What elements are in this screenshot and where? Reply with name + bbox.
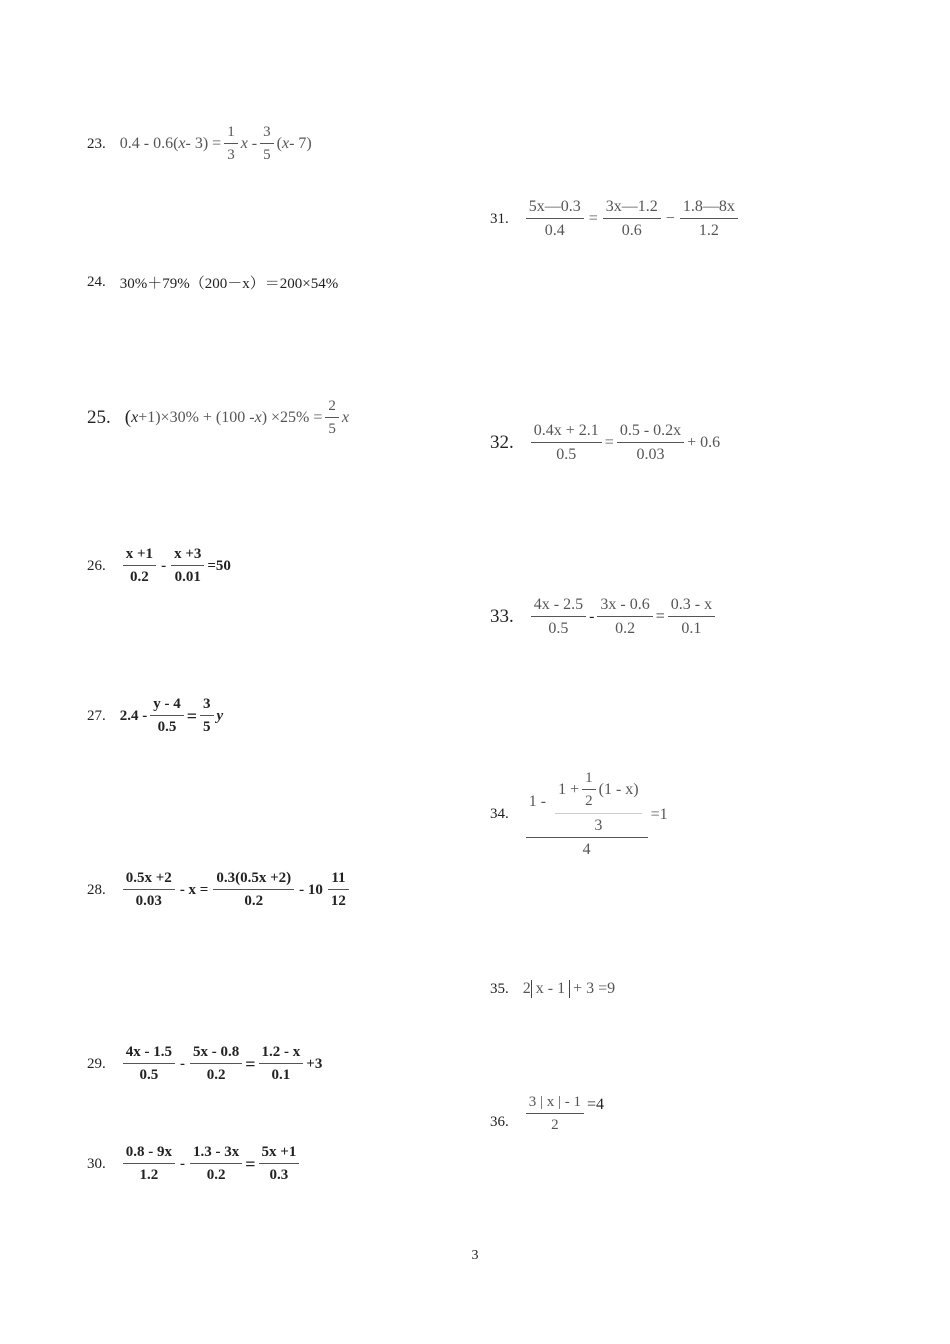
operator: - <box>589 608 595 626</box>
denominator: 4 <box>582 840 591 858</box>
numerator: 0.5 - 0.2x <box>617 422 684 443</box>
denominator: 5 <box>203 719 211 736</box>
denominator: 3 <box>227 147 235 164</box>
numerator: 0.5x +2 <box>123 870 175 890</box>
denominator: 0.03 <box>135 893 162 910</box>
problem-number: 27. <box>87 707 106 724</box>
denominator: 1.2 <box>698 222 719 240</box>
fraction <box>224 124 238 165</box>
problem-30 <box>87 1144 302 1185</box>
denominator: 0.5 <box>139 1067 159 1084</box>
equation-part: =4 <box>587 1096 605 1113</box>
numerator: 0.3 - x <box>668 596 715 617</box>
numerator: x +1 <box>123 546 156 566</box>
denominator: 0.3 <box>269 1167 289 1184</box>
numerator: 0.4x + 2.1 <box>531 422 602 443</box>
problem-number: 23. <box>87 135 106 152</box>
equation-part: =1 <box>650 805 668 823</box>
denominator: 0.2 <box>244 893 264 910</box>
fraction <box>150 696 184 737</box>
operator: = <box>588 210 598 228</box>
equation-part: x - <box>240 135 258 153</box>
equation-part: 0.4 - 0.6( <box>119 135 179 153</box>
denominator: 12 <box>330 893 346 910</box>
numerator: 1.3 - 3x <box>190 1144 242 1164</box>
problem-number: 33. <box>490 606 514 628</box>
page-number: 3 <box>471 1248 479 1263</box>
absolute-value: x - 1 <box>531 980 570 998</box>
numerator: y - 4 <box>150 696 184 716</box>
problem-33 <box>490 596 718 639</box>
numerator <box>526 770 648 838</box>
numerator: 0.3(0.5x +2) <box>213 870 294 890</box>
numerator: 1.2 - x <box>259 1044 304 1064</box>
inner-denominator: 3 <box>594 816 603 834</box>
fraction <box>123 870 175 911</box>
problem-26 <box>87 546 231 587</box>
problem-28 <box>87 870 352 911</box>
equation-part: (1 - x) <box>598 781 639 799</box>
equation-part: 2.4 - <box>119 707 148 724</box>
fraction <box>531 422 602 465</box>
numerator: 3 <box>260 124 274 144</box>
operator: = <box>245 1053 256 1074</box>
denominator: 0.2 <box>615 620 636 638</box>
fraction <box>200 696 214 737</box>
equation-part: ( <box>276 135 282 153</box>
equation-part: ) ×25% = <box>261 409 323 427</box>
denominator: 0.1 <box>681 620 702 638</box>
equation-part: + 0.6 <box>687 434 721 452</box>
denominator: 0.2 <box>206 1167 226 1184</box>
denominator: 0.2 <box>130 569 149 586</box>
denominator: 0.5 <box>548 620 569 638</box>
numerator: 0.8 - 9x <box>123 1144 175 1164</box>
fraction <box>325 398 339 439</box>
equation-part: 1 + <box>558 781 580 799</box>
problem-31 <box>490 198 741 241</box>
equation-part: + 3 =9 <box>573 980 616 997</box>
numerator: 4x - 1.5 <box>123 1044 175 1064</box>
numerator: 5x—0.3 <box>526 198 584 219</box>
problem-number: 30. <box>87 1155 106 1172</box>
problem-number: 35. <box>490 980 509 997</box>
equation-part: - x = <box>179 881 209 898</box>
equation-part: =50 <box>207 557 231 574</box>
equation-part: ( <box>124 407 132 429</box>
equation-part: - 10 <box>299 881 323 898</box>
equation-part: 1 - <box>528 793 547 811</box>
operator: - <box>180 1055 185 1072</box>
numerator: 11 <box>328 870 348 890</box>
fraction <box>259 1144 300 1185</box>
fraction <box>603 198 661 241</box>
equation-part: - 3) = <box>185 135 222 153</box>
denominator: 0.5 <box>556 446 577 464</box>
problem-number: 32. <box>490 432 514 454</box>
problem-number: 25. <box>87 407 111 429</box>
denominator: 1.2 <box>139 1167 159 1184</box>
operator: = <box>186 705 198 726</box>
fraction <box>260 124 274 165</box>
fraction <box>668 596 715 639</box>
equation-part: +3 <box>306 1055 323 1072</box>
complex-fraction <box>526 770 648 859</box>
variable: x <box>131 409 139 427</box>
denominator: 2 <box>551 1117 559 1134</box>
problem-27 <box>87 696 223 737</box>
problem-number: 26. <box>87 557 106 574</box>
fraction <box>531 596 586 639</box>
problem-23 <box>87 124 312 165</box>
fraction <box>190 1044 242 1085</box>
problem-36 <box>490 1094 604 1135</box>
denominator: 0.2 <box>206 1067 226 1084</box>
denominator: 0.03 <box>636 446 665 464</box>
variable: x <box>254 409 262 427</box>
problem-32 <box>490 422 720 465</box>
denominator: 2 <box>585 793 593 810</box>
problem-number: 36. <box>490 1113 509 1130</box>
numerator: 3x - 0.6 <box>597 596 652 617</box>
problem-25 <box>87 398 349 439</box>
problem-number: 31. <box>490 210 509 227</box>
variable: y <box>216 707 224 724</box>
equation: 30%＋79%（200－x）＝200×54% <box>119 276 339 292</box>
inner-numerator <box>555 770 642 814</box>
fraction <box>213 870 294 911</box>
numerator: 3 | x | - 1 <box>526 1094 584 1114</box>
fraction <box>526 1094 584 1135</box>
problem-number: 24. <box>87 274 106 290</box>
problem-29 <box>87 1044 322 1085</box>
operator: - <box>180 1155 185 1172</box>
variable: x <box>281 135 290 153</box>
fraction <box>190 1144 242 1185</box>
equation-part: +1)×30% + (100 - <box>138 409 255 427</box>
problem-35 <box>490 980 615 998</box>
problem-number: 34. <box>490 806 509 823</box>
fraction <box>328 870 349 911</box>
numerator: 1.8—8x <box>680 198 738 219</box>
numerator: 5x +1 <box>259 1144 300 1164</box>
equation-part: - 7) <box>289 135 312 153</box>
operator: - <box>161 557 167 574</box>
fraction <box>597 596 652 639</box>
numerator: 5x - 0.8 <box>190 1044 242 1064</box>
denominator: 0.4 <box>544 222 565 240</box>
denominator: 5 <box>263 147 271 164</box>
operator: = <box>604 434 614 452</box>
fraction <box>259 1044 304 1085</box>
denominator: 0.1 <box>271 1067 291 1084</box>
fraction <box>582 770 596 811</box>
denominator: 0.5 <box>157 719 177 736</box>
numerator: 4x - 2.5 <box>531 596 586 617</box>
fraction <box>123 1144 175 1185</box>
variable: x <box>178 135 186 153</box>
numerator: 3 <box>200 696 214 716</box>
numerator: x +3 <box>171 546 204 566</box>
problem-number: 28. <box>87 881 106 898</box>
fraction <box>617 422 684 465</box>
numerator: 1 <box>224 124 238 144</box>
inner-fraction <box>555 770 642 835</box>
fraction <box>123 1044 175 1085</box>
denominator: 5 <box>328 421 336 438</box>
operator: = <box>245 1153 256 1174</box>
denominator: 0.6 <box>621 222 642 240</box>
numerator: 2 <box>325 398 339 418</box>
numerator: 3x—1.2 <box>603 198 661 219</box>
operator: = <box>655 608 665 626</box>
fraction <box>526 198 584 241</box>
problem-34 <box>490 770 668 859</box>
denominator: 0.01 <box>174 569 201 586</box>
fraction <box>171 546 204 587</box>
problem-number: 29. <box>87 1055 106 1072</box>
fraction <box>680 198 738 241</box>
variable: x <box>341 409 349 427</box>
problem-24 <box>87 272 338 293</box>
fraction <box>123 546 156 587</box>
numerator: 1 <box>582 770 596 790</box>
equation-part: 2 <box>522 980 531 997</box>
operator: − <box>665 210 675 228</box>
